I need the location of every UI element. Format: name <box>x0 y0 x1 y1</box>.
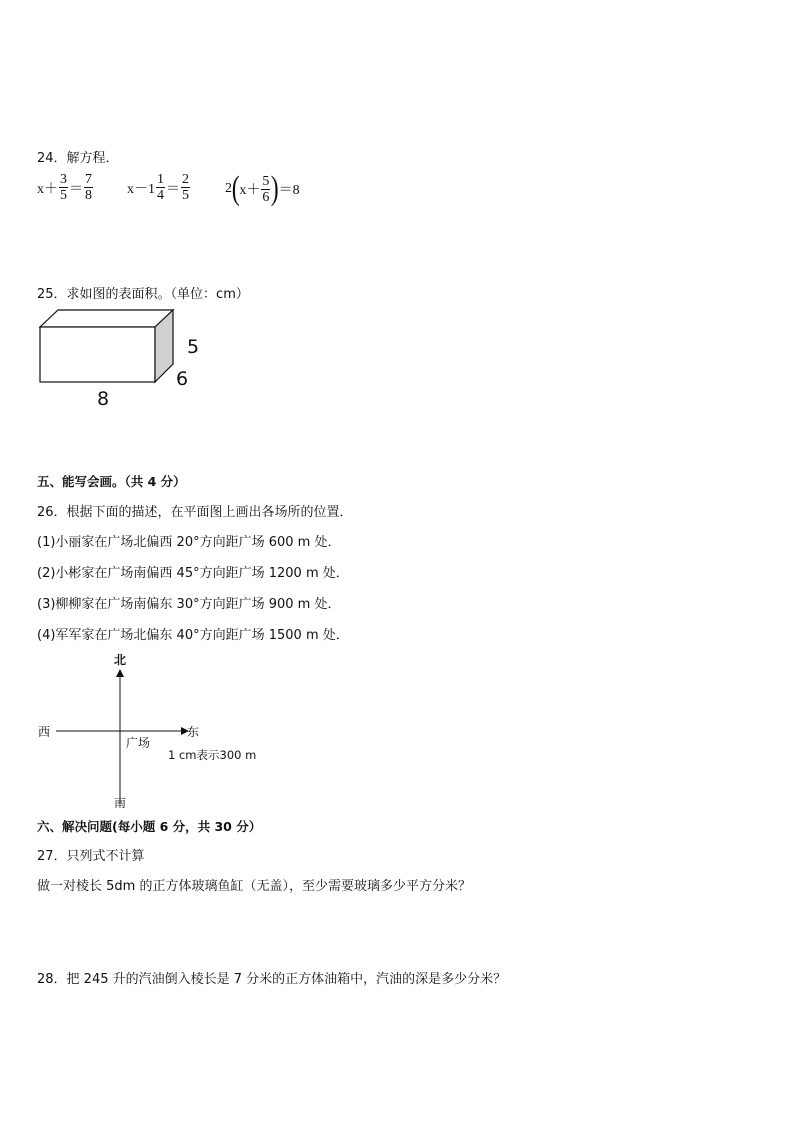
eq2-den1: 4 <box>157 188 164 203</box>
eq1-den2: 8 <box>85 188 92 203</box>
section6-title: 六、解决问题(每小题 6 分，共 30 分） <box>37 819 262 834</box>
eq1-equals: ＝ <box>69 181 83 197</box>
dim-height: 5 <box>187 336 200 358</box>
eq2-equals: ＝ <box>166 181 180 197</box>
eq3-rhs: ＝8 <box>278 183 300 198</box>
eq3-x: x＋ <box>239 183 261 198</box>
direction-map <box>30 648 270 813</box>
eq2-den2: 5 <box>182 188 189 203</box>
north-label: 北 <box>114 653 127 667</box>
eq1-lhs: x＋ <box>37 181 58 197</box>
right-paren: ) <box>271 170 279 207</box>
east-label: 东 <box>187 725 200 739</box>
eq1-num2: 7 <box>85 172 92 187</box>
q26-title: 26．根据下面的描述，在平面图上画出各场所的位置． <box>37 505 353 520</box>
q27-text: 做一对棱长 5dm 的正方体玻璃鱼缸（无盖），至少需要玻璃多少平方分米？ <box>37 879 471 894</box>
eq1-den1: 5 <box>60 188 67 203</box>
eq1-num1: 3 <box>60 172 67 187</box>
cuboid-top-face <box>40 310 173 327</box>
left-paren: ( <box>231 170 240 207</box>
eq3-coef: 2 <box>225 181 232 196</box>
eq3-den: 6 <box>262 189 270 205</box>
plaza-label: 广场 <box>126 736 151 750</box>
q26-item-1: (1)小丽家在广场北偏西 20°方向距广场 600 m 处． <box>37 535 341 550</box>
south-label: 南 <box>114 796 127 810</box>
equation-2 <box>127 172 191 203</box>
equation-3 <box>225 172 300 206</box>
dim-length: 8 <box>97 388 110 410</box>
q28-text: 28．把 245 升的汽油倒入棱长是 7 分米的正方体油箱中，汽油的深是多少分米？ <box>37 972 507 987</box>
q24-title: 24．解方程． <box>37 151 119 166</box>
equation-1 <box>37 172 94 203</box>
eq2-num1: 1 <box>157 172 164 187</box>
q26-item-3: (3)柳柳家在广场南偏东 30°方向距广场 900 m 处． <box>37 597 341 612</box>
eq2-num2: 2 <box>182 172 189 187</box>
cuboid-front-face <box>40 327 155 382</box>
eq2-lhs: x－1 <box>127 181 155 197</box>
west-label: 西 <box>38 725 51 739</box>
q26-item-4: (4)军军家在广场北偏东 40°方向距广场 1500 m 处． <box>37 628 349 643</box>
section5-title: 五、能写会画。（共 4 分） <box>37 474 186 489</box>
dim-width: 6 <box>176 368 189 390</box>
scale-label: 1 cm表示300 m <box>168 748 257 762</box>
q27-title: 27．只列式不计算 <box>37 849 145 864</box>
eq3-num: 5 <box>262 173 270 189</box>
q25-title: 25．求如图的表面积。（单位：cm） <box>37 287 249 302</box>
cuboid-figure <box>30 300 220 412</box>
q26-item-2: (2)小彬家在广场南偏西 45°方向距广场 1200 m 处． <box>37 566 349 581</box>
